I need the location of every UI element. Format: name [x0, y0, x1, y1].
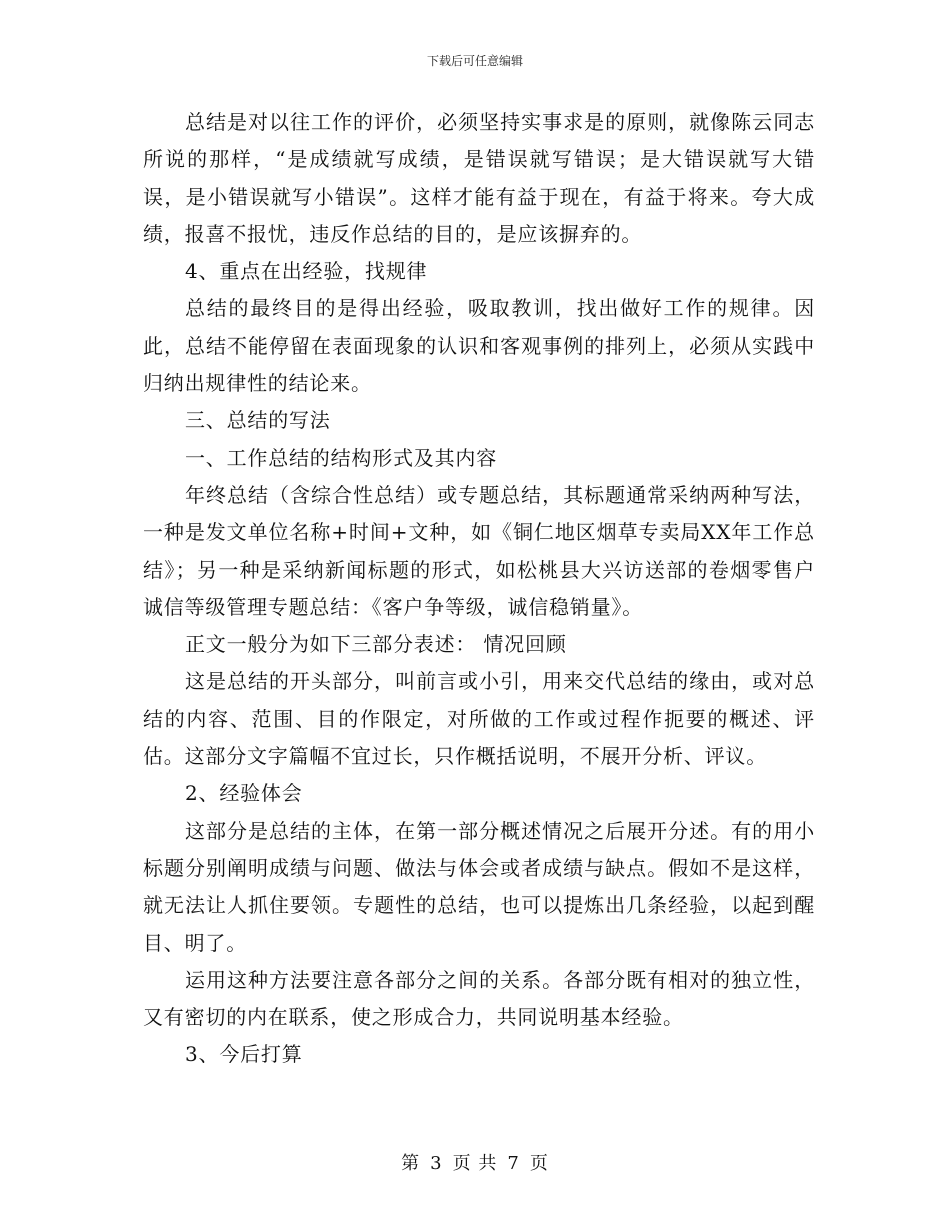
footer-label-end: 页 [529, 1153, 549, 1174]
section-heading: 三、总结的写法 [185, 408, 331, 433]
paragraph: 运用这种方法要注意各部分之间的关系。各部分既有相对的独立性，又有密切的内在联系，使之形成合力，共同说明基本经验。 [143, 967, 815, 1030]
paragraph: 正文一般分为如下三部分表述： 情况回顾 [185, 632, 567, 657]
paragraph: 这部分是总结的主体，在第一部分概述情况之后展开分述。有的用小标题分别阐明成绩与问题、做法与体会或者成绩与缺点。假如不是这样，就无法让人抓住要领。专题性的总结，也可以提炼出几条经验，以起到醒目、明了。 [143, 818, 815, 955]
section-heading: 3、今后打算 [185, 1042, 303, 1067]
total-pages-number: 7 [507, 1153, 520, 1174]
footer-label-page: 第 [401, 1153, 421, 1174]
page-footer [0, 1152, 950, 1176]
paragraph: 这是总结的开头部分，叫前言或小引，用来交代总结的缘由，或对总结的内容、范围、目的作限定，对所做的工作或过程作扼要的概述、评估。这部分文字篇幅不宜过长，只作概括说明，不展开分析、评议。 [143, 669, 815, 769]
footer-label-of: 页 共 [452, 1153, 498, 1174]
section-heading: 2、经验体会 [185, 781, 303, 806]
section-heading: 4、重点在出经验，找规律 [185, 259, 428, 284]
paragraph: 年终总结（含综合性总结）或专题总结，其标题通常采纳两种写法，一种是发文单位名称+时间+文种，如《铜仁地区烟草专卖局XX年工作总结》；另一种是采纳新闻标题的形式，如松桃县大兴访送部的卷烟零售户诚信等级管理专题总结：《客户争等级，诚信稳销量》。 [143, 482, 815, 619]
document-body [143, 104, 815, 1074]
current-page-number: 3 [430, 1153, 443, 1174]
paragraph: 总结的最终目的是得出经验，吸取教训，找出做好工作的规律。因此，总结不能停留在表面现象的认识和客观事例的排列上，必须从实践中归纳出规律性的结论来。 [143, 296, 815, 396]
paragraph: 总结是对以往工作的评价，必须坚持实事求是的原则，就像陈云同志所说的那样，“是成绩就写成绩，是错误就写错误；是大错误就写大错误，是小错误就写小错误”。这样才能有益于现在，有益于将来。夸大成绩，报喜不报忧，违反作总结的目的，是应该摒弃的。 [143, 110, 815, 246]
section-heading: 一、工作总结的结构形式及其内容 [185, 445, 497, 470]
page-header: 下载后可任意编辑 [426, 54, 523, 68]
